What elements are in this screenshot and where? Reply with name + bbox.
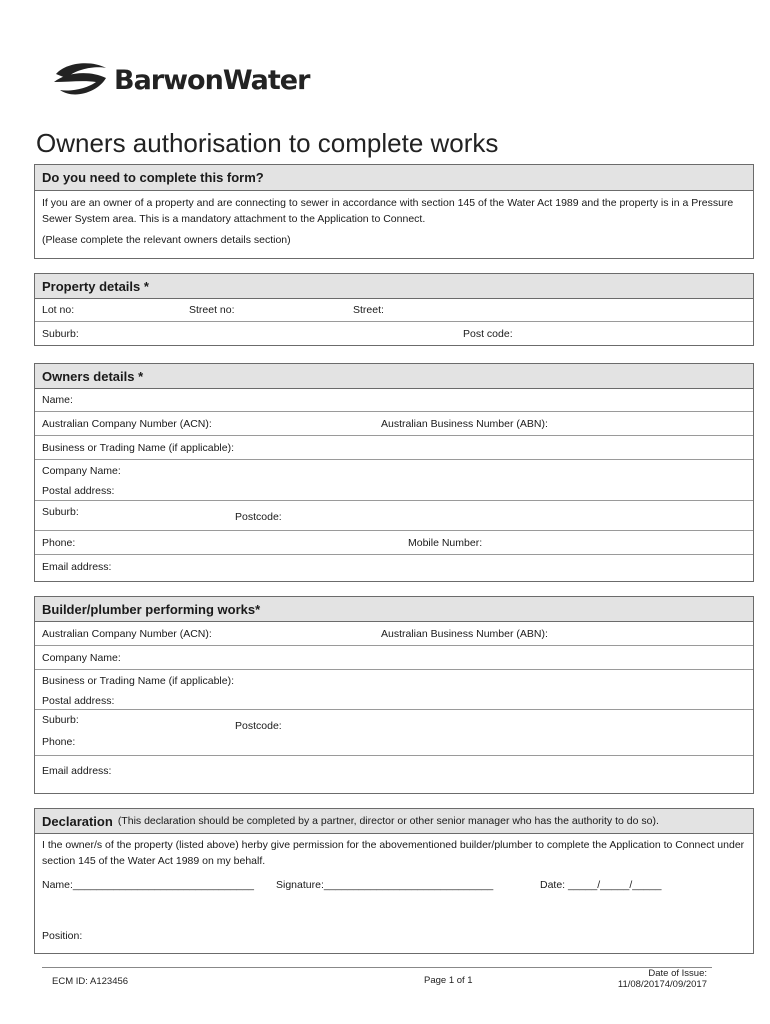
declaration-position-field[interactable]: Position: [42,930,83,942]
owner-acn-field[interactable]: Australian Company Number (ACN): [42,417,212,430]
declaration-name-field[interactable]: Name:_______________________________ [42,879,254,891]
declaration-heading-row [35,809,753,834]
declaration-text: I the owner/s of the property (listed above) herby give permission for the abovementioned builder/plumber to complete the Application to Connect under section 145 of the Water Act 1989 on my behalf. [42,839,745,867]
builder-row-postal [35,692,753,710]
water-leaf-logo-icon [52,60,108,100]
builder-row-suburb [35,710,753,734]
property-row-1 [35,299,753,322]
declaration-section [34,808,754,954]
owners-row-trading [35,436,753,460]
builder-abn-field[interactable]: Australian Business Number (ABN): [381,627,548,640]
owner-email-field[interactable]: Email address: [42,561,112,573]
builder-row-email [35,756,753,793]
intro-note: (Please complete the relevant owners details section) [42,234,291,246]
declaration-date-field[interactable]: Date: _____/_____/_____ [540,879,662,891]
street-field[interactable]: Street: [353,304,384,316]
declaration-note: (This declaration should be completed by a partner, director or other senior manager who has the authority to do so). [117,815,659,827]
intro-paragraph: If you are an owner of a property and are connecting to sewer in accordance with section 145 of the Water Act 1989 and the property is in a Pressure Sewer System area. This is a mandatory attachment to the Application to Connect. [42,197,734,225]
builder-postcode-field[interactable]: Postcode: [235,720,282,732]
builder-trading-field[interactable]: Business or Trading Name (if applicable): [42,675,235,687]
street-no-field[interactable]: Street no: [189,304,235,316]
owner-mobile-field[interactable]: Mobile Number: [408,536,483,549]
builder-row-acn [35,622,753,646]
builder-acn-field[interactable]: Australian Company Number (ACN): [42,627,212,640]
owners-row-email [35,555,753,579]
owner-company-field[interactable]: Company Name: [42,464,121,477]
lot-no-field[interactable]: Lot no: [42,304,75,316]
owners-row-company [35,460,753,481]
builder-row-trading [35,670,753,692]
date-of-issue-label: Date of Issue: [648,968,707,979]
logo-wordmark: BarwonWater [114,64,310,96]
builder-company-field[interactable]: Company Name: [42,651,121,664]
owners-section [34,363,754,582]
page-number: Page 1 of 1 [424,975,473,986]
suburb-field[interactable]: Suburb: [42,327,79,340]
builder-postal-field[interactable]: Postal address: [42,694,115,707]
owners-row-name [35,389,753,412]
owner-postal-field[interactable]: Postal address: [42,484,115,497]
intro-section [34,164,754,259]
page-title: Owners authorisation to complete works [36,128,499,158]
declaration-body [35,834,753,953]
owner-suburb-field[interactable]: Suburb: [42,506,79,518]
declaration-heading: Declaration [42,813,113,829]
date-of-issue-value: 11/08/20174/09/2017 [617,979,707,990]
property-heading: Property details * [35,274,753,299]
builder-section [34,596,754,794]
builder-heading: Builder/plumber performing works* [35,597,753,622]
owner-abn-field[interactable]: Australian Business Number (ABN): [381,417,548,430]
owner-postcode-field[interactable]: Postcode: [235,511,282,523]
owners-row-phone [35,531,753,555]
ecm-id: ECM ID: A123456 [52,976,129,987]
builder-row-phone [35,734,753,756]
postcode-field[interactable]: Post code: [463,327,513,340]
owner-name-field[interactable]: Name: [42,394,73,406]
owners-row-acn [35,412,753,436]
owner-trading-field[interactable]: Business or Trading Name (if applicable): [42,441,235,454]
property-section [34,273,754,346]
builder-phone-field[interactable]: Phone: [42,736,76,748]
owners-row-postal [35,481,753,501]
owners-heading: Owners details * [35,364,753,389]
owner-phone-field[interactable]: Phone: [42,536,76,549]
barwon-water-logo [52,58,309,102]
intro-heading: Do you need to complete this form? [35,165,753,191]
declaration-signature-field[interactable]: Signature:_____________________________ [276,879,494,891]
builder-suburb-field[interactable]: Suburb: [42,714,79,726]
builder-email-field[interactable]: Email address: [42,765,112,777]
owners-row-suburb [35,501,753,531]
builder-row-company [35,646,753,670]
property-row-2 [35,322,753,345]
